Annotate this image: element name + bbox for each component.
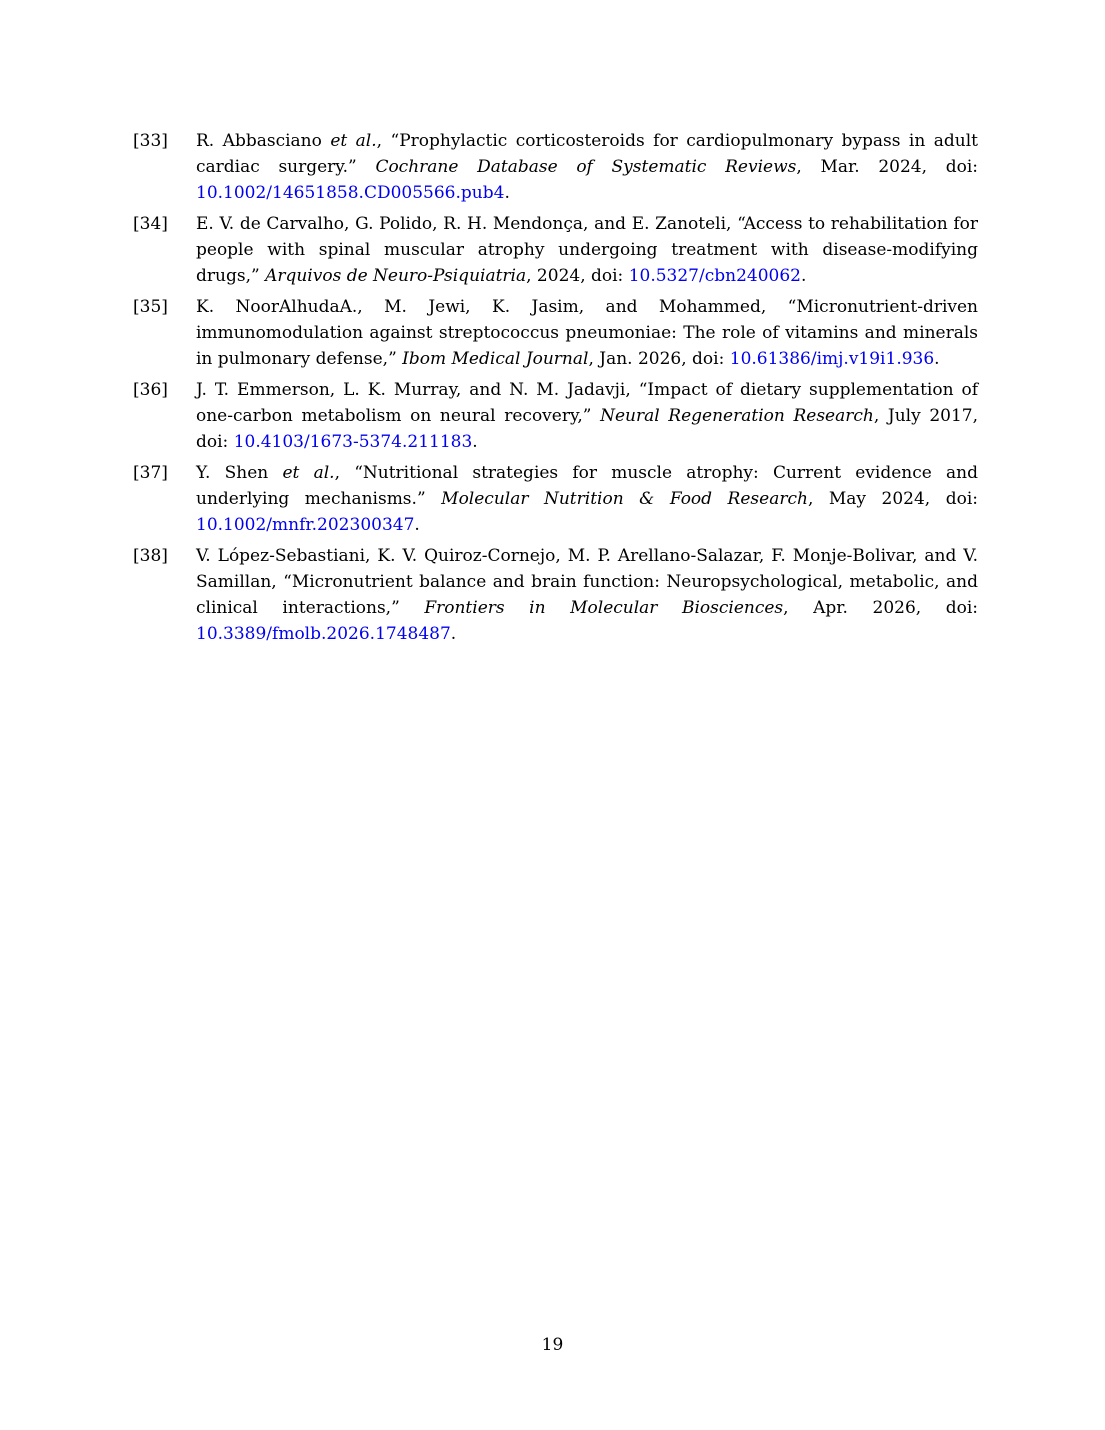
ref-text: , May 2024, doi:	[807, 489, 978, 509]
reference-item-38	[133, 543, 978, 647]
reference-number: [35]	[133, 297, 168, 317]
ref-text: Y. Shen	[196, 463, 283, 483]
reference-item-35	[133, 294, 978, 372]
ref-text: R. Abbasciano	[196, 131, 331, 151]
reference-body	[196, 377, 978, 455]
journal-name: Frontiers in Molecular Biosciences	[424, 598, 784, 618]
journal-name: Cochrane Database of Systematic Reviews	[375, 157, 797, 177]
reference-number: [38]	[133, 546, 168, 566]
ref-text: .	[800, 266, 807, 286]
ref-text: .	[450, 624, 457, 644]
reference-body	[196, 211, 978, 289]
doi-link[interactable]: 10.1002/14651858.CD005566.pub4	[196, 183, 505, 203]
journal-name: Ibom Medical Journal	[402, 349, 589, 369]
reference-body	[196, 460, 978, 538]
reference-item-34	[133, 211, 978, 289]
reference-item-33	[133, 128, 978, 206]
et-al-italic: et al.	[282, 463, 335, 483]
doi-link[interactable]: 10.4103/1673-5374.211183	[233, 432, 473, 452]
page-number: 19	[541, 1335, 564, 1355]
ref-text: , “Prophylactic corticosteroids for cardiopulmonary bypass in adult cardiac surgery.”	[196, 131, 978, 177]
ref-text: , Mar. 2024, doi:	[796, 157, 978, 177]
journal-name: Arquivos de Neuro-Psiquiatria	[265, 266, 527, 286]
ref-text: .	[504, 183, 510, 203]
reference-number: [33]	[133, 131, 168, 151]
reference-number: [37]	[133, 463, 168, 483]
reference-number: [34]	[133, 214, 168, 234]
reference-item-36	[133, 377, 978, 455]
reference-number: [36]	[133, 380, 168, 400]
reference-body	[196, 543, 978, 647]
ref-text: , Apr. 2026, doi:	[783, 598, 979, 618]
doi-link[interactable]: 10.5327/cbn240062	[628, 266, 801, 286]
ref-text: , “Nutritional strategies for muscle atrophy: Current evidence and underlying mechanisms.”	[196, 463, 978, 509]
ref-text: J. T. Emmerson, L. K. Murray, and N. M. Jadavji, “Impact of dietary supplementation of one-carbon metabolism on neural recovery,”	[196, 380, 978, 426]
doi-link[interactable]: 10.61386/imj.v19i1.936	[729, 349, 935, 369]
et-al-italic: et al.	[330, 131, 377, 151]
journal-name: Neural Regeneration Research	[600, 406, 874, 426]
ref-text: , 2024, doi:	[526, 266, 629, 286]
ref-text: .	[934, 349, 940, 369]
journal-name: Molecular Nutrition & Food Research	[441, 489, 808, 509]
ref-text: , Jan. 2026, doi:	[588, 349, 730, 369]
doi-link[interactable]: 10.1002/mnfr.202300347	[196, 515, 415, 535]
page-footer	[0, 1332, 1105, 1358]
doi-link[interactable]: 10.3389/fmolb.2026.1748487	[196, 624, 451, 644]
reference-item-37	[133, 460, 978, 538]
reference-body	[196, 294, 978, 372]
ref-text: .	[414, 515, 420, 535]
ref-text: E. V. de Carvalho, G. Polido, R. H. Mendonça, and E. Zanoteli, “Access to rehabilitation for people with spinal muscular atrophy undergoing treatment with disease-modifying drugs,”	[196, 214, 978, 286]
ref-text: V. López-Sebastiani, K. V. Quiroz-Cornejo, M. P. Arellano-Salazar, F. Monje-Bolivar, and V. Samillan, “Micronutrient balance and brain function: Neuropsychological, metabolic, and clinical interactions,”	[196, 546, 978, 618]
ref-text: .	[472, 432, 478, 452]
reference-body	[196, 128, 978, 206]
ref-text: , July 2017, doi:	[196, 406, 979, 452]
ref-text: K. NoorAlhudaA., M. Jewi, K. Jasim, and Mohammed, “Micronutrient-driven immunomodulation against streptococcus pneumoniae: The role of vitamins and minerals in pulmonary defense,”	[196, 297, 978, 369]
references-list	[133, 128, 978, 652]
